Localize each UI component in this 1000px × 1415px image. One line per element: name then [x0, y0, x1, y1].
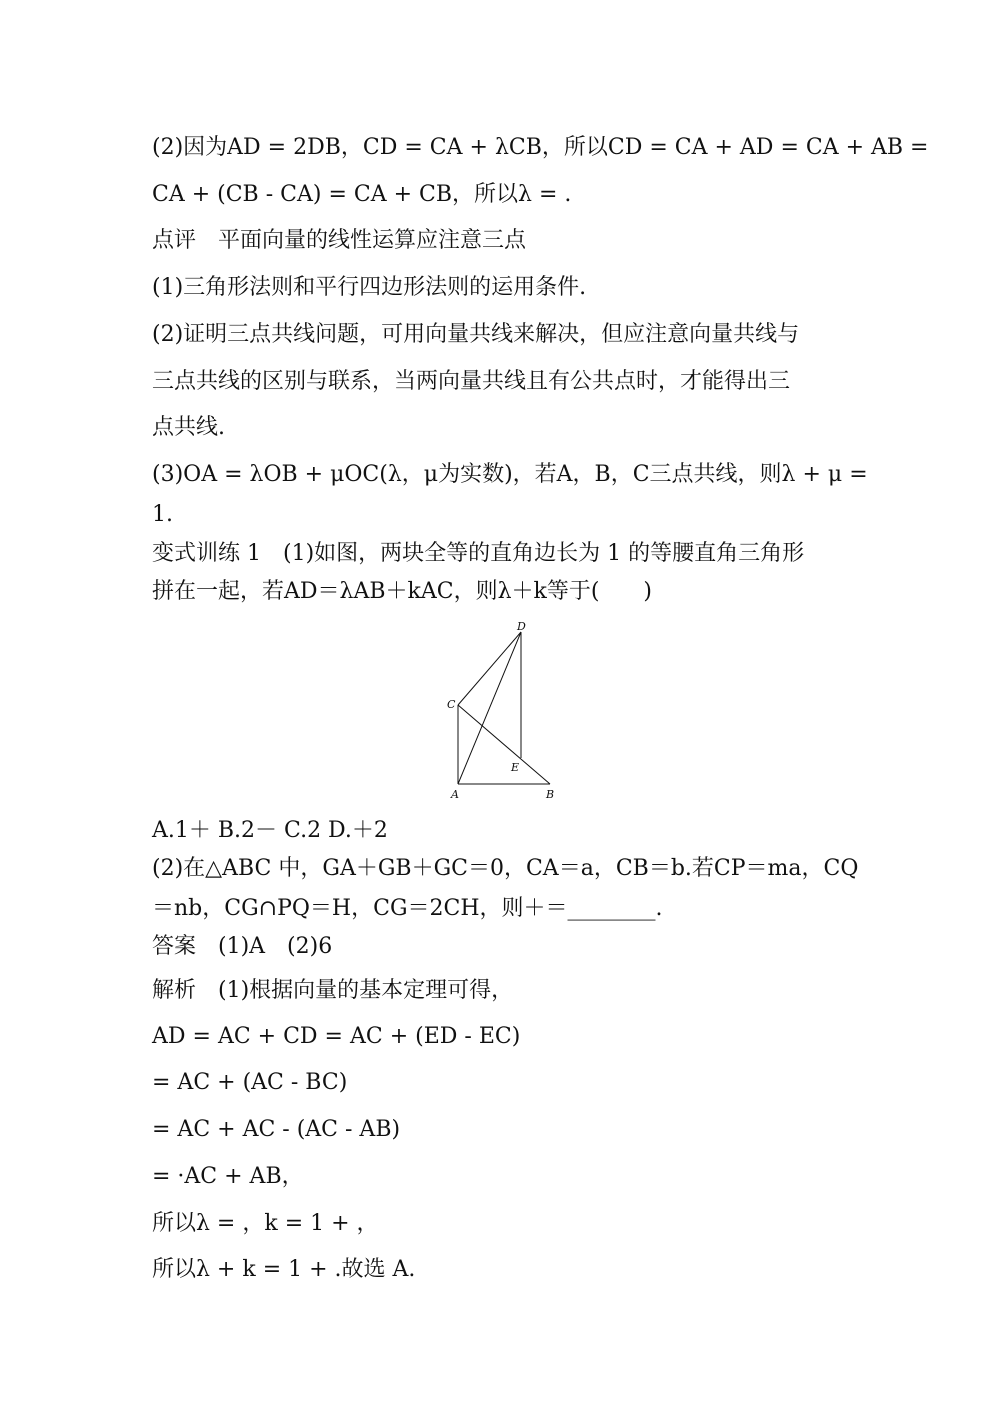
analysis-heading: 解析 (1)根据向量的基本定理可得，	[152, 978, 514, 1003]
label-e: E	[511, 761, 520, 774]
conclusion-line: 所以λ + k = 1 + .故选 A.	[152, 1257, 416, 1282]
text-line-14: ＝nb，CG∩PQ＝H，CG＝2CH，则＋＝________.	[152, 896, 663, 921]
label-c: C	[447, 698, 456, 711]
derivation-line-3: = AC + AC - (AC - AB)	[152, 1117, 401, 1142]
answer-choices: A.1＋ B.2－ C.2 D.＋2	[152, 818, 388, 843]
triangle-diagram	[440, 616, 580, 806]
derivation-line-2: = AC + (AC - BC)	[152, 1070, 348, 1095]
text-line-13: (2)在△ABC 中，GA＋GB＋GC＝0，CA＝a，CB＝b.若CP＝ma，CQ	[152, 856, 859, 881]
label-a: A	[451, 788, 459, 801]
derivation-line-1: AD = AC + CD = AC + (ED - EC)	[152, 1024, 521, 1049]
label-b: B	[546, 788, 555, 801]
text-line-4: (1)三角形法则和平行四边形法则的运用条件.	[152, 275, 587, 300]
exercise-heading: 变式训练 1 (1)如图，两块全等的直角边长为 1 的等腰直角三角形	[152, 541, 805, 566]
segment-cd	[458, 632, 521, 705]
text-line-8: (3)OA = λOB + μOC(λ，μ为实数)，若A，B，C三点共线，则λ + μ =	[152, 462, 868, 487]
text-line-5: (2)证明三点共线问题，可用向量共线来解决，但应注意向量共线与	[152, 322, 800, 347]
label-d: D	[517, 620, 526, 633]
answer-line: 答案 (1)A (2)6	[152, 934, 333, 959]
text-line-2: CA + (CB - CA) = CA + CB，所以λ = .	[152, 182, 572, 207]
text-line-6: 三点共线的区别与联系，当两向量共线且有公共点时，才能得出三	[152, 369, 791, 394]
triangle-figure	[440, 616, 580, 806]
text-line-1: (2)因为AD = 2DB，CD = CA + λCB，所以CD = CA + AD = CA + AB =	[152, 135, 929, 160]
derivation-line-5: 所以λ = ，k = 1 + ，	[152, 1211, 379, 1236]
text-line-7: 点共线.	[152, 415, 225, 440]
comment-heading: 点评 平面向量的线性运算应注意三点	[152, 228, 527, 253]
text-line-9: 1.	[152, 502, 173, 527]
exercise-question: 拼在一起，若AD＝λAB＋kAC，则λ＋k等于( )	[152, 579, 653, 604]
segment-cb	[458, 705, 550, 784]
derivation-line-4: = ·AC + AB，	[152, 1164, 304, 1189]
